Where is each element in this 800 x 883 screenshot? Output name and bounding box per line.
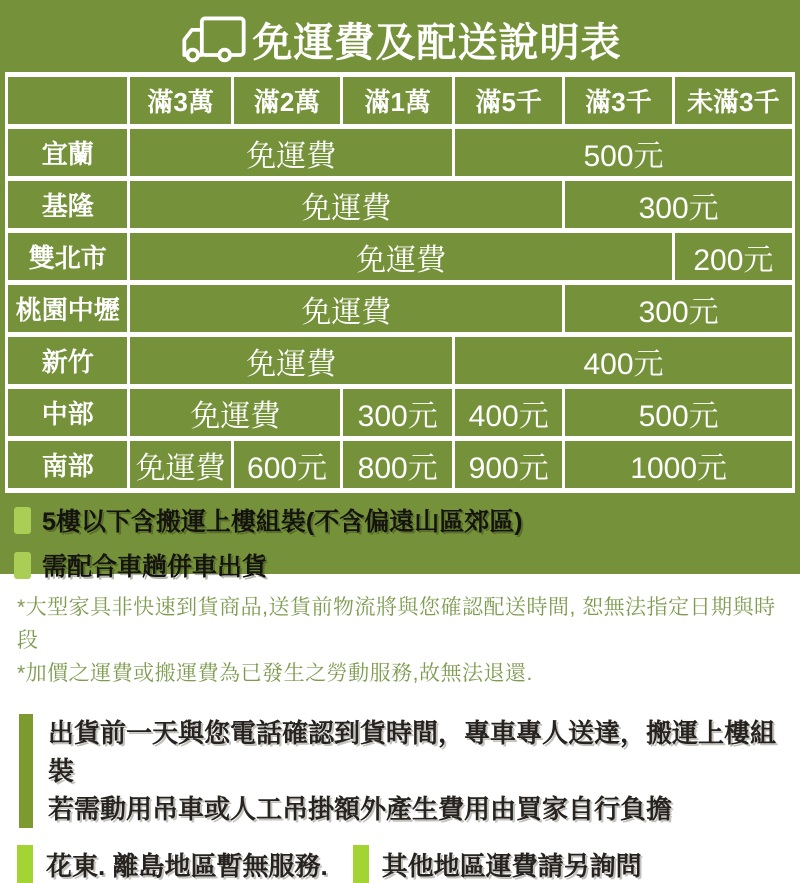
region-header-cell: 宜蘭 [8, 129, 127, 176]
fee-amount-cell: 300元 [343, 389, 452, 436]
region-header-cell: 新竹 [8, 337, 127, 384]
fee-table-header-row [8, 77, 792, 124]
other-area-note: 其他地區運費請另詢問 [381, 850, 642, 881]
region-header-cell: 雙北市 [8, 233, 127, 280]
free-shipping-cell: 免運費 [130, 285, 562, 332]
fee-amount-cell: 400元 [455, 389, 562, 436]
free-shipping-cell: 免運費 [130, 129, 452, 176]
delivery-truck-icon [179, 14, 249, 64]
green-bar-icon [17, 845, 33, 883]
table-row [8, 129, 792, 176]
table-row [8, 337, 792, 384]
region-header-cell: 南部 [8, 441, 127, 488]
fee-amount-cell: 600元 [234, 441, 340, 488]
region-header-cell: 桃園中壢 [8, 285, 127, 332]
green-bar-icon [353, 845, 369, 883]
column-header-tier: 滿1萬 [343, 77, 452, 124]
page-title: 免運費及配送說明表 [252, 20, 622, 65]
column-header-tier: 滿3千 [565, 77, 671, 124]
delivery-note-line-1: 出貨前一天與您電話確認到貨時間，專車專人送達，搬運上樓組裝 [48, 718, 777, 786]
delivery-note-text [48, 714, 790, 828]
free-shipping-cell: 免運費 [130, 389, 340, 436]
table-row [8, 285, 792, 332]
fee-amount-cell: 300元 [565, 181, 792, 228]
column-header-tier: 未滿3千 [675, 77, 792, 124]
square-bullet-icon [14, 507, 31, 534]
fee-amount-cell: 300元 [565, 285, 792, 332]
fine-print-line-1: *大型家具非快速到貨商品,送貨前物流將與您確認配送時間, 恕無法指定日期與時段 [17, 596, 776, 652]
free-shipping-cell: 免運費 [130, 441, 230, 488]
fine-print-line-2: *加價之運費或搬運費為已發生之勞動服務,故無法退還. [17, 662, 533, 685]
table-row [8, 181, 792, 228]
square-bullet-icon [14, 552, 31, 579]
assembly-note [14, 502, 800, 538]
fee-amount-cell: 1000元 [565, 441, 792, 488]
table-row [8, 233, 792, 280]
region-header-cell: 中部 [8, 389, 127, 436]
no-service-area-note: 花東. 離島地區暫無服務. [46, 850, 328, 881]
fee-table-head [8, 77, 792, 124]
region-header-cell: 基隆 [8, 181, 127, 228]
fee-amount-cell: 900元 [455, 441, 562, 488]
fee-amount-cell: 200元 [675, 233, 792, 280]
shipping-fee-table [5, 72, 795, 493]
table-row [8, 441, 792, 488]
free-shipping-cell: 免運費 [130, 337, 452, 384]
fee-table-body [8, 129, 792, 488]
free-shipping-cell: 免運費 [130, 233, 671, 280]
combined-shipment-note-text: 需配合車趟併車出貨 [42, 553, 268, 581]
assembly-note-text: 5樓以下含搬運上樓組裝(不含偏遠山區郊區) [42, 508, 523, 536]
fee-amount-cell: 400元 [455, 337, 792, 384]
free-shipping-cell: 免運費 [130, 181, 562, 228]
column-header-tier: 滿3萬 [130, 77, 230, 124]
service-area-notes [17, 845, 790, 883]
column-header-tier: 滿2萬 [234, 77, 340, 124]
table-row [8, 389, 792, 436]
fee-amount-cell: 500元 [455, 129, 792, 176]
table-corner-cell [8, 77, 127, 124]
delivery-confirmation-note [19, 714, 790, 828]
delivery-note-line-2: 若需動用吊車或人工吊掛額外產生費用由買家自行負擔 [48, 794, 673, 824]
fee-amount-cell: 800元 [343, 441, 452, 488]
title-bar [0, 0, 800, 72]
fee-amount-cell: 500元 [565, 389, 792, 436]
column-header-tier: 滿5千 [455, 77, 562, 124]
footnotes-section [0, 574, 800, 883]
olive-bar-icon [19, 714, 33, 828]
